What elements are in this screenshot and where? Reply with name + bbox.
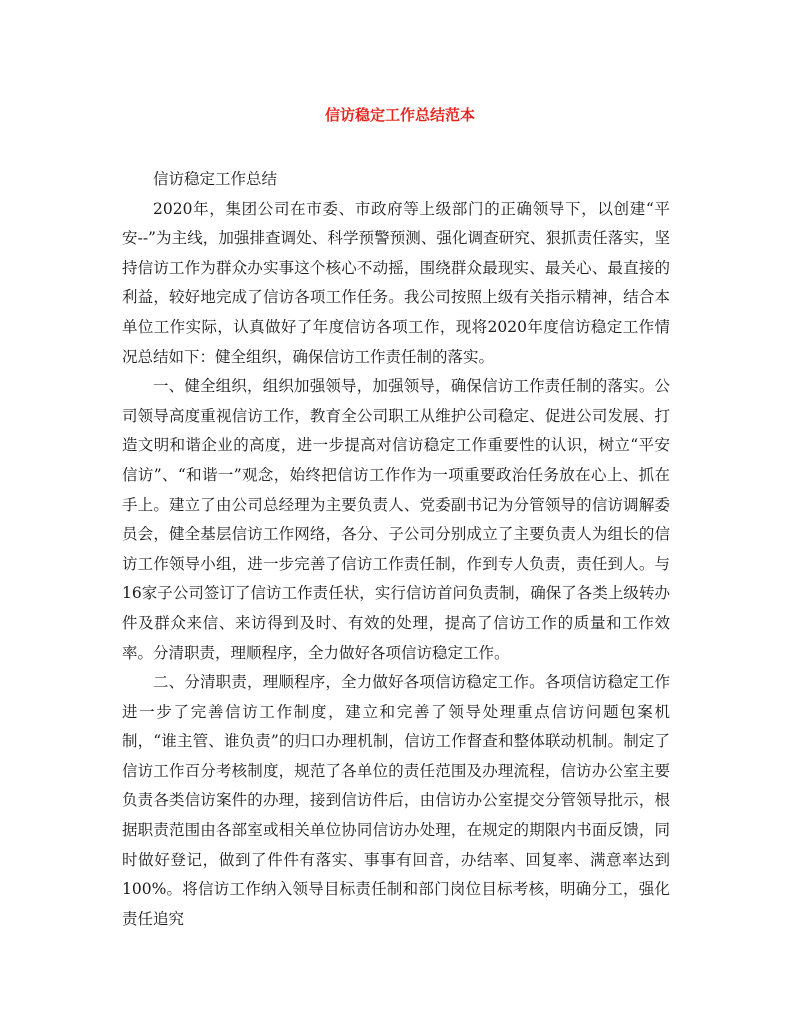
document-title: 信访稳定工作总结范本 (324, 106, 475, 124)
paragraph-intro: 2020年，集团公司在市委、市政府等上级部门的正确领导下，以创建“平安--”为主线，加强排查调处、科学预警预测、强化调查研究、狠抓责任落实，坚持信访工作为群众办实事这个核心不动摇，围绕群众最现实、最关心、最直接的利益，较好地完成了信访各项工作任务。我公司按照上级有关指示精神，结合本单位工作实际，认真做好了年度信访各项工作，现将2020年度信访稳定工作情况总结如下：健全组织，确保信访工作责任制的落实。 (122, 199, 670, 366)
section-heading: 信访稳定工作总结 (153, 170, 278, 188)
document-body (122, 165, 670, 934)
paragraph-section-one: 一、健全组织，组织加强领导，加强领导，确保信访工作责任制的落实。公司领导高度重视信访工作，教育全公司职工从维护公司稳定、促进公司发展、打造文明和谐企业的高度，进一步提高对信访稳定工作重要性的认识，树立“平安信访”、“和谐一”观念，始终把信访工作作为一项重要政治任务放在心上、抓在手上。建立了由公司总经理为主要负责人、党委副书记为分管领导的信访调解委员会，健全基层信访工作网络，各分、子公司分别成立了主要负责人为组长的信访工作领导小组，进一步完善了信访工作责任制，作到专人负责，责任到人。与16家子公司签订了信访工作责任状，实行信访首问负责制，确保了各类上级转办件及群众来信、来访得到及时、有效的处理，提高了信访工作的质量和工作效率。分清职责，理顺程序，全力做好各项信访稳定工作。 (122, 377, 670, 662)
paragraph-section-two: 二、分清职责，理顺程序，全力做好各项信访稳定工作。各项信访稳定工作进一步了完善信访工作制度，建立和完善了领导处理重点信访问题包案机制，“谁主管、谁负责”的归口办理机制，信访工作督查和整体联动机制。制定了信访工作百分考核制度，规范了各单位的责任范围及办理流程，信访办公室主要负责各类信访案件的办理，接到信访件后，由信访办公室提交分管领导批示，根据职责范围由各部室或相关单位协同信访办处理，在规定的期限内书面反馈，同时做好登记，做到了件件有落实、事事有回音，办结率、回复率、满意率达到100%。将信访工作纳入领导目标责任制和部门岗位目标考核，明确分工，强化责任追究 (122, 673, 670, 928)
